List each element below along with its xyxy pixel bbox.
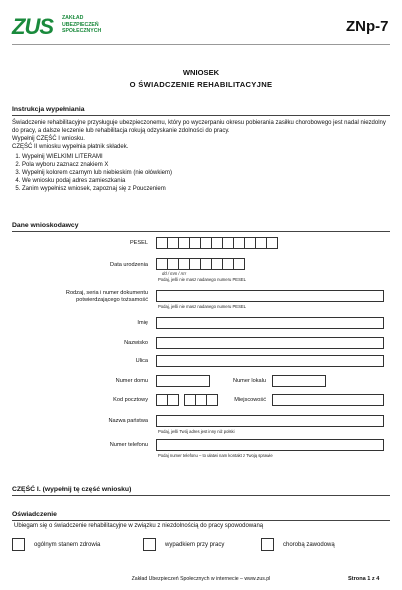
last-name-input[interactable] xyxy=(156,337,384,349)
instructions-text xyxy=(12,119,390,193)
phone-hint: Podaj numer telefonu – to ułatwi nam kontakt z Twoją sprawie xyxy=(158,453,273,458)
institution-line: UBEZPIECZEŃ xyxy=(62,21,99,28)
instructions-part2: CZĘŚĆ II wniosku wypełnia płatnik składek. xyxy=(12,144,129,150)
birthdate-format: dd / mm / rrrr xyxy=(162,271,187,276)
apartment-number-input[interactable] xyxy=(272,375,326,387)
birthdate-hint: Podaj, jeśli nie masz nadanego numeru PESEL xyxy=(158,277,246,282)
form-subtitle: O ŚWIADCZENIE REHABILITACYJNE xyxy=(129,80,273,89)
street-input[interactable] xyxy=(156,355,384,367)
option-work-accident-label: wypadkiem przy pracy xyxy=(165,542,225,548)
option-general-health-checkbox[interactable] xyxy=(12,538,25,551)
digit-cell[interactable] xyxy=(167,394,179,406)
instruction-step: 1. Wypełnij WIELKIMI LITERAMI xyxy=(22,153,390,161)
birthdate-input[interactable] xyxy=(156,258,244,270)
institution-name xyxy=(62,15,101,35)
section-divider xyxy=(12,115,390,116)
postal-code-label: Kod pocztowy xyxy=(113,397,148,403)
instruction-step: 4. We wniosku podaj adres zamieszkania xyxy=(22,177,390,185)
pesel-label: PESEL xyxy=(129,240,148,246)
form-code: ZNp-7 xyxy=(346,18,389,35)
last-name-label: Nazwisko xyxy=(124,340,148,346)
instructions-part1: Wypełnij CZĘŚĆ I wniosku. xyxy=(12,136,85,142)
footer-text: Zakład Ubezpieczeń Społecznych w internecie – www.zus.pl xyxy=(131,576,271,582)
id-document-input[interactable] xyxy=(156,290,384,302)
house-number-label: Numer domu xyxy=(115,378,148,384)
instruction-step: 3. Wypełnij kolorem czarnym lub niebieskim (nie ołówkiem) xyxy=(22,169,390,177)
house-number-input[interactable] xyxy=(156,375,210,387)
first-name-input[interactable] xyxy=(156,317,384,329)
pesel-input[interactable] xyxy=(156,237,277,249)
section-divider xyxy=(12,231,390,232)
id-document-label: Rodzaj, seria i numer dokumentu potwierdzającego tożsamość xyxy=(65,290,148,303)
option-general-health-label: ogólnym stanem zdrowia xyxy=(34,542,101,548)
option-work-accident-checkbox[interactable] xyxy=(143,538,156,551)
phone-input[interactable] xyxy=(156,439,384,451)
part1-heading: CZĘŚĆ I. (wypełnij tę część wniosku) xyxy=(12,486,132,493)
street-label: Ulica xyxy=(135,358,148,364)
institution-line: ZAKŁAD xyxy=(62,15,84,21)
zus-logo: ZUS xyxy=(12,14,53,39)
birthdate-label: Data urodzenia xyxy=(110,262,148,268)
applicant-heading: Dane wnioskodawcy xyxy=(12,222,79,229)
apartment-number-label: Numer lokalu xyxy=(233,378,266,384)
id-document-hint: Podaj, jeśli nie masz nadanego numeru PESEL xyxy=(158,304,246,309)
option-occupational-disease-checkbox[interactable] xyxy=(261,538,274,551)
section-divider xyxy=(12,495,390,496)
page-number: Strona 1 z 4 xyxy=(348,576,380,582)
digit-cell[interactable] xyxy=(233,258,245,270)
form-title: WNIOSEK xyxy=(182,68,220,77)
postal-code-input[interactable] xyxy=(156,394,217,406)
instruction-step: 5. Zanim wypełnisz wniosek, zapoznaj się z Pouczeniem xyxy=(22,185,390,193)
country-input[interactable] xyxy=(156,415,384,427)
option-occupational-disease-label: chorobą zawodową xyxy=(283,542,335,548)
header-divider xyxy=(12,44,390,45)
instructions-paragraph: Świadczenie rehabilitacyjne przysługuje ubezpieczonemu, który po wyczerpaniu okresu pobierania zasiłku chorobowego jest nadal niezdolny do pracy, a dalsze leczenie lub rehabilitacja rokują odzyskanie zdolności do pracy. xyxy=(12,120,386,134)
country-hint: Podaj, jeśli Twój adres jest inny niż polski xyxy=(158,429,235,434)
instructions-heading: Instrukcja wypełniania xyxy=(12,106,85,113)
phone-label: Numer telefonu xyxy=(109,442,148,448)
instruction-step: 2. Pola wyboru zaznacz znakiem X xyxy=(22,161,390,169)
first-name-label: Imię xyxy=(137,320,148,326)
institution-line: SPOŁECZNYCH xyxy=(62,28,102,34)
digit-cell[interactable] xyxy=(266,237,278,249)
declaration-text: Ubiegam się o świadczenie rehabilitacyjne w związku z niezdolnością do pracy spowodowaną xyxy=(14,523,264,529)
country-label: Nazwa państwa xyxy=(108,418,148,424)
declaration-heading: Oświadczenie xyxy=(12,511,57,518)
city-label: Miejscowość xyxy=(234,397,266,403)
city-input[interactable] xyxy=(272,394,384,406)
section-divider xyxy=(12,520,390,521)
